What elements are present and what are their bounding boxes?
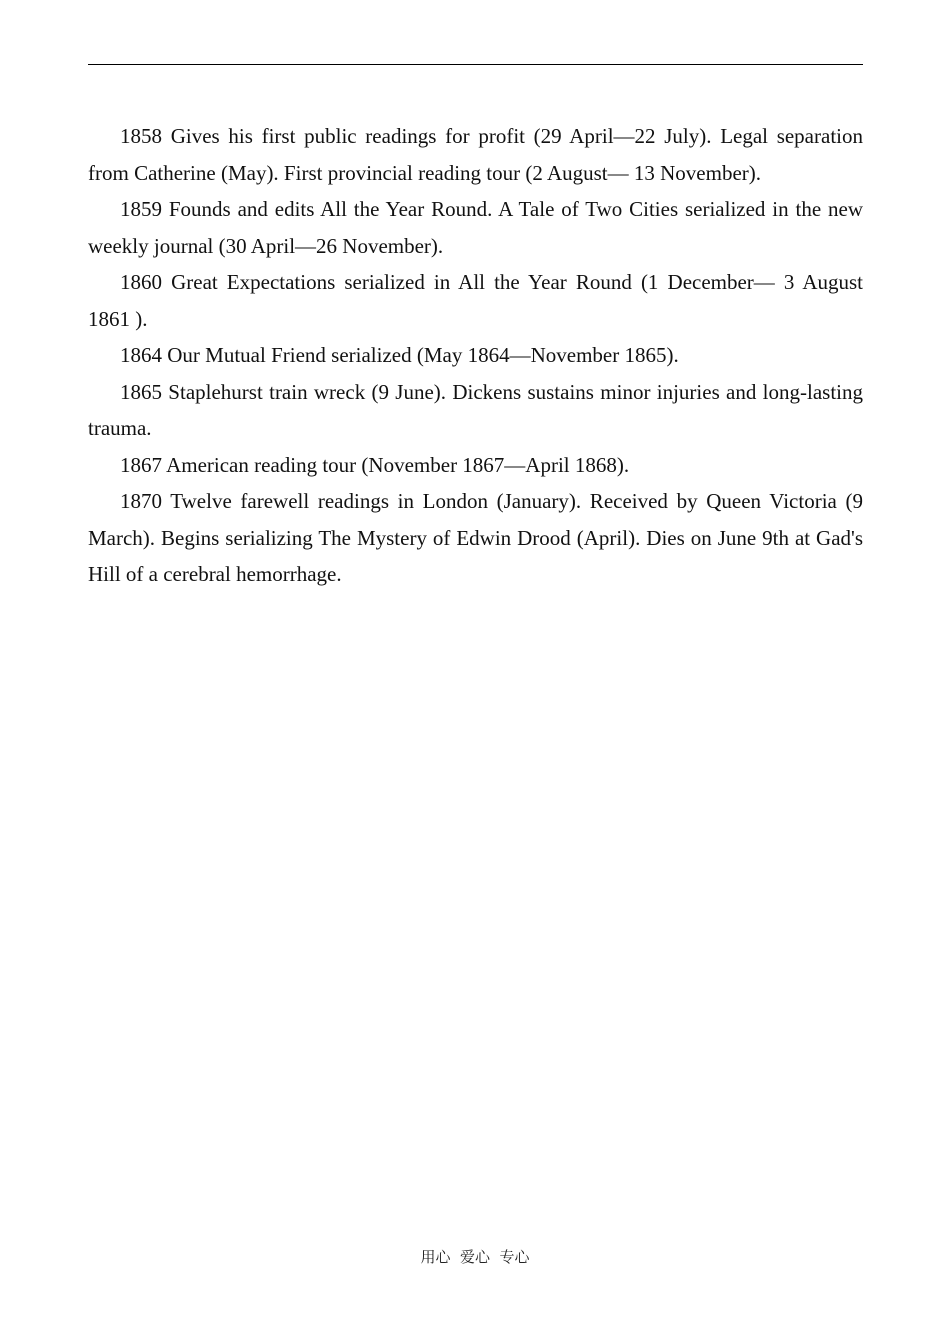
timeline-body — [88, 118, 863, 593]
timeline-entry-1865: 1865 Staplehurst train wreck (9 June). Dickens sustains minor injuries and long-lasting trauma. — [88, 379, 863, 440]
timeline-entry-1870: 1870 Twelve farewell readings in London (January). Received by Queen Victoria (9 March). Begins serializing The Mystery of Edwin Drood (April). Dies on June 9th at Gad's Hill of a cerebral hemorrhage. — [88, 489, 863, 586]
timeline-entry-1864: 1864 Our Mutual Friend serialized (May 1864—November 1865). — [120, 343, 679, 367]
timeline-entry-1859: 1859 Founds and edits All the Year Round. A Tale of Two Cities serialized in the new weekly journal (30 April—26 November). — [88, 197, 863, 258]
timeline-entry-1867: 1867 American reading tour (November 1867—April 1868). — [120, 452, 630, 477]
timeline-entry-1860: 1860 Great Expectations serialized in All the Year Round (1 December— 3 August 1861 ). — [88, 270, 863, 331]
timeline-entry-1858: 1858 Gives his first public readings for profit (29 April—22 July). Legal separation from Catherine (May). First provincial reading tour (2 August— 13 November). — [88, 124, 863, 185]
header-rule — [88, 64, 863, 65]
page-footer: 用心 爱心 专心 — [420, 1248, 530, 1266]
